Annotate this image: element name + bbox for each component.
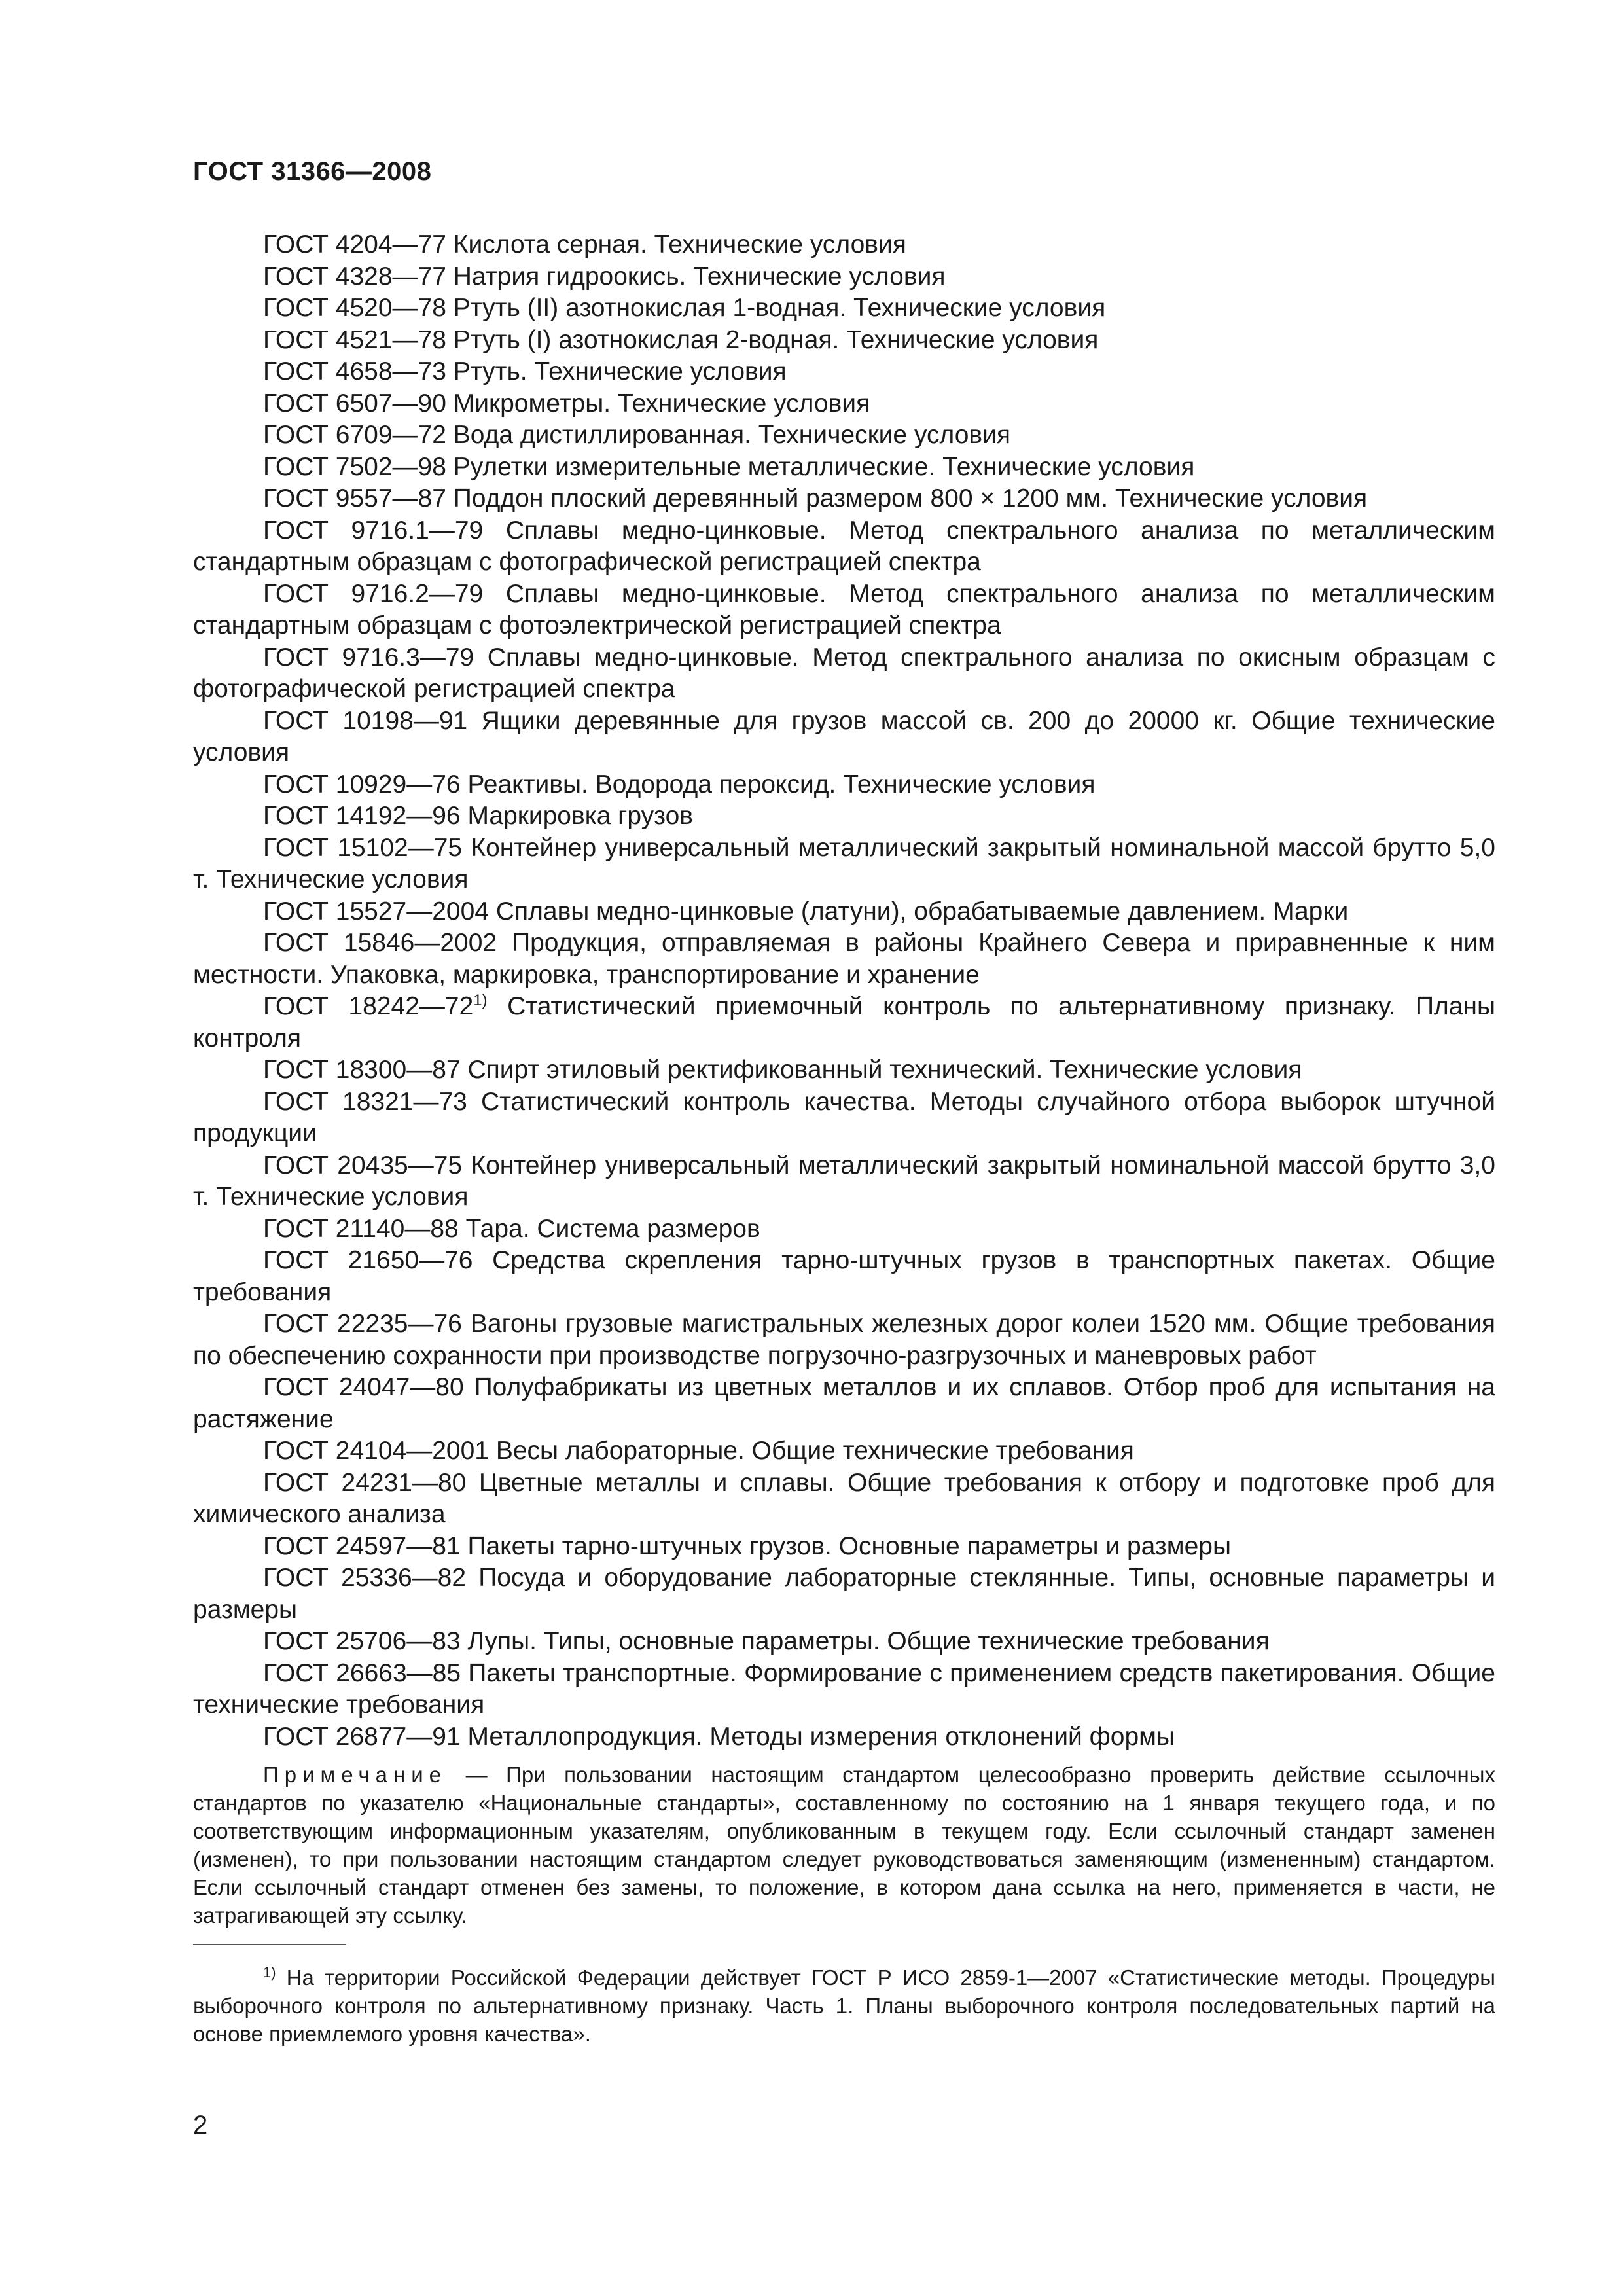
- reference-item: [193, 927, 1495, 991]
- page-header: ГОСТ 31366—2008: [193, 157, 432, 186]
- reference-text: ГОСТ 4521—78 Ртуть (I) азотнокислая 2-водная. Технические условия: [263, 325, 1099, 354]
- reference-text: ГОСТ 24231—80 Цветные металлы и сплавы. Общие требования к отбору и подготовке проб для химического анализа: [193, 1468, 1495, 1528]
- reference-item: [193, 1372, 1495, 1435]
- note-paragraph: [193, 1761, 1495, 1929]
- reference-text: ГОСТ 20435—75 Контейнер универсальный металлический закрытый номинальной массой брутто 3,0 т. Технические условия: [193, 1151, 1495, 1211]
- reference-text-tail: Статистический приемочный контроль по альтернативному признаку. Планы контроля: [193, 992, 1495, 1052]
- reference-text: ГОСТ 25336—82 Посуда и оборудование лабораторные стеклянные. Типы, основные параметры и размеры: [193, 1564, 1495, 1624]
- footnote: [193, 1964, 1495, 2048]
- reference-text: ГОСТ 4658—73 Ртуть. Технические условия: [263, 357, 787, 386]
- reference-text: ГОСТ 10198—91 Ящики деревянные для грузов массой св. 200 до 20000 кг. Общие технические условия: [193, 706, 1495, 766]
- reference-item: [193, 579, 1495, 642]
- reference-text: ГОСТ 21140—88 Тара. Система размеров: [263, 1214, 760, 1243]
- reference-text: ГОСТ 14192—96 Маркировка грузов: [263, 802, 693, 830]
- reference-text: ГОСТ 18321—73 Статистический контроль качества. Методы случайного отбора выборок штучной продукции: [193, 1087, 1495, 1147]
- reference-item: [193, 642, 1495, 706]
- reference-item: [193, 1150, 1495, 1213]
- reference-text: ГОСТ 9557—87 Поддон плоский деревянный размером 800 × 1200 мм. Технические условия: [263, 484, 1368, 512]
- footnote-text: На территории Российской Федерации действует ГОСТ Р ИСО 2859-1—2007 «Статистические методы. Процедуры выборочного контроля по альтернативному признаку. Часть 1. Планы выборочного контроля последовательных партий на основе приемлемого уровня качества».: [193, 1965, 1495, 2046]
- reference-text: ГОСТ 18242—72: [263, 992, 474, 1020]
- reference-item: [193, 1086, 1495, 1150]
- note-text: — При пользовании настоящим стандартом целесообразно проверить действие ссылочных стандартов по указателю «Национальные стандарты», составленному по состоянию на 1 января текущего года, и по соответствующим информационным указателям, опубликованным в текущем году. Если ссылочный стандарт заменен (изменен), то при пользовании настоящим стандартом следует руководствоваться заменяющим (измененным) стандартом. Если ссылочный стандарт отменен без замены, то положение, в котором дана ссылка на него, применяется в части, не затрагивающей эту ссылку.: [193, 1763, 1495, 1928]
- reference-item: [193, 229, 1495, 261]
- reference-text: ГОСТ 24104—2001 Весы лабораторные. Общие технические требования: [263, 1437, 1134, 1465]
- reference-text: ГОСТ 25706—83 Лупы. Типы, основные параметры. Общие технические требования: [263, 1627, 1270, 1655]
- reference-item: [193, 452, 1495, 484]
- reference-item: [193, 1054, 1495, 1086]
- reference-item: [193, 1435, 1495, 1467]
- reference-item: [193, 769, 1495, 801]
- page-number: 2: [193, 2111, 208, 2140]
- reference-item: [193, 896, 1495, 928]
- reference-text: ГОСТ 6709—72 Вода дистиллированная. Технические условия: [263, 421, 1011, 449]
- reference-text: ГОСТ 15527—2004 Сплавы медно-цинковые (латуни), обрабатываемые давлением. Марки: [263, 897, 1349, 925]
- reference-item: [193, 388, 1495, 420]
- reference-item: [193, 706, 1495, 769]
- reference-item: [193, 1658, 1495, 1721]
- reference-text: ГОСТ 26877—91 Металлопродукция. Методы измерения отклонений формы: [263, 1722, 1175, 1751]
- reference-item: [193, 325, 1495, 357]
- reference-text: ГОСТ 9716.2—79 Сплавы медно-цинковые. Метод спектрального анализа по металлическим стандартным образцам с фотоэлектрической регистрацией спектра: [193, 579, 1495, 639]
- reference-item: [193, 420, 1495, 452]
- footnote-marker: 1): [263, 1964, 276, 1981]
- footnote-divider: [193, 1944, 346, 1945]
- reference-item: [193, 833, 1495, 896]
- reference-text: ГОСТ 15846—2002 Продукция, отправляемая в районы Крайнего Севера и приравненные к ним местности. Упаковка, маркировка, транспортирование и хранение: [193, 929, 1495, 989]
- reference-text: ГОСТ 4204—77 Кислота серная. Технические условия: [263, 230, 906, 259]
- reference-item: [193, 1308, 1495, 1372]
- reference-text: ГОСТ 9716.3—79 Сплавы медно-цинковые. Метод спектрального анализа по окисным образцам с фотографической регистрацией спектра: [193, 643, 1495, 703]
- reference-item: [193, 1721, 1495, 1753]
- reference-text: ГОСТ 24047—80 Полуфабрикаты из цветных металлов и их сплавов. Отбор проб для испытания на растяжение: [193, 1373, 1495, 1433]
- reference-text: ГОСТ 21650—76 Средства скрепления тарно-штучных грузов в транспортных пакетах. Общие требования: [193, 1246, 1495, 1306]
- reference-text: ГОСТ 4520—78 Ртуть (II) азотнокислая 1-водная. Технические условия: [263, 294, 1106, 322]
- reference-item: [193, 991, 1495, 1054]
- reference-item: [193, 1626, 1495, 1658]
- reference-text: ГОСТ 15102—75 Контейнер универсальный металлический закрытый номинальной массой брутто 5,0 т. Технические условия: [193, 833, 1495, 893]
- reference-text: ГОСТ 26663—85 Пакеты транспортные. Формирование с применением средств пакетирования. Общие технические требования: [193, 1659, 1495, 1719]
- reference-item: [193, 1245, 1495, 1308]
- reference-text: ГОСТ 4328—77 Натрия гидроокись. Технические условия: [263, 262, 946, 291]
- reference-item: [193, 261, 1495, 293]
- reference-item: [193, 293, 1495, 325]
- normative-references-list: [193, 229, 1495, 1753]
- reference-item: [193, 1467, 1495, 1531]
- reference-item: [193, 515, 1495, 579]
- note-label: Примечание: [263, 1763, 448, 1787]
- reference-text: ГОСТ 10929—76 Реактивы. Водорода пероксид. Технические условия: [263, 770, 1096, 798]
- reference-item: [193, 1562, 1495, 1626]
- reference-item: [193, 1213, 1495, 1246]
- reference-item: [193, 483, 1495, 515]
- reference-item: [193, 356, 1495, 388]
- reference-item: [193, 1531, 1495, 1563]
- reference-text: ГОСТ 9716.1—79 Сплавы медно-цинковые. Метод спектрального анализа по металлическим стандартным образцам с фотографической регистрацией спектра: [193, 516, 1495, 576]
- reference-item: [193, 800, 1495, 833]
- reference-text: ГОСТ 22235—76 Вагоны грузовые магистральных железных дорог колеи 1520 мм. Общие требования по обеспечению сохранности при производстве погрузочно-разгрузочных и маневровых работ: [193, 1310, 1495, 1370]
- reference-text: ГОСТ 18300—87 Спирт этиловый ректификованный технический. Технические условия: [263, 1056, 1302, 1084]
- reference-text: ГОСТ 6507—90 Микрометры. Технические условия: [263, 389, 870, 418]
- reference-text: ГОСТ 7502—98 Рулетки измерительные металлические. Технические условия: [263, 452, 1195, 481]
- reference-text: ГОСТ 24597—81 Пакеты тарно-штучных грузов. Основные параметры и размеры: [263, 1532, 1231, 1560]
- reference-footnote-marker: 1): [473, 992, 488, 1009]
